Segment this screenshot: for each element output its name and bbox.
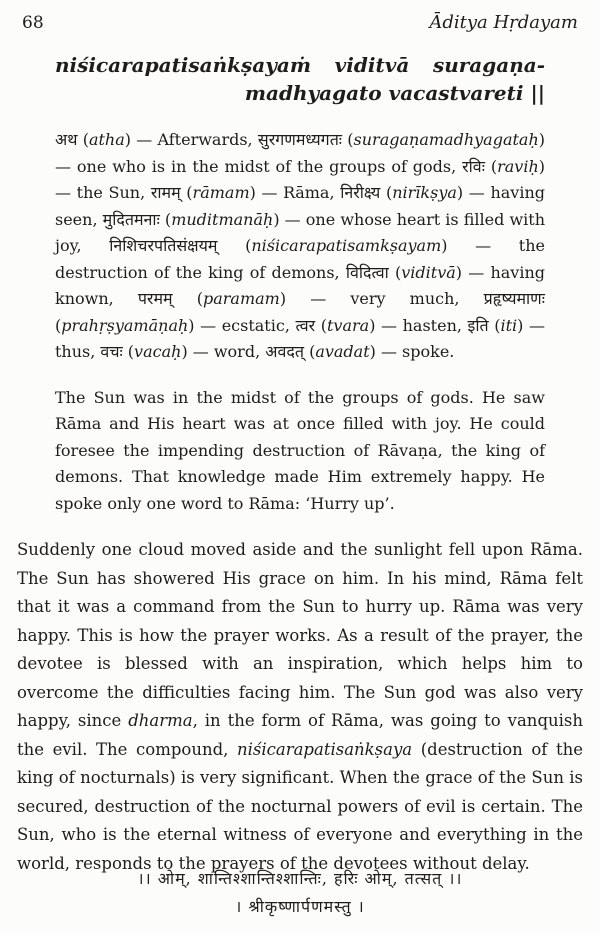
running-title: Āditya Hṛdayam bbox=[429, 12, 578, 33]
closing-mantra-line-1: ।। ओम्, शान्तिश्शान्तिश्शान्तिः, हरिः ओम्, तत्सत् ।। bbox=[137, 869, 463, 888]
verse-heading-line-1: niśicarapatisaṅkṣayaṁ viditvā suragaṇa- bbox=[55, 53, 545, 77]
verse-translation-paragraph: The Sun was in the midst of the groups of gods. He saw Rāma and His heart was at once filled with joy. He could foresee the impending destruction of Rāvaṇa, the king of demons. That knowledge made Him extremely happy. He spoke only one word to Rāma: ‘Hurry up’. bbox=[55, 387, 545, 513]
closing-mantra bbox=[0, 865, 600, 921]
verse-heading-line-2: madhyagato vacastvareti || bbox=[244, 81, 545, 105]
commentary-paragraph: Suddenly one cloud moved aside and the sunlight fell upon Rāma. The Sun has showered His grace on him. In his mind, Rāma felt that it was a command from the Sun to hurry up. Rāma was very happy. This is how the prayer works. As a result of the prayer, the devotee is blessed with an inspiration, which helps him to overcome the difficulties facing him. The Sun god was also very happy, since dharma, in the form of Rāma, was going to vanquish the evil. The compound, niśicarapatisaṅkṣaya (destruction of the king of nocturnals) is very significant. When the grace of the Sun is secured, destruction of the nocturnal powers of evil is certain. The Sun, who is the eternal witness of everyone and everything in the world, responds to the prayers of the devotees without delay. bbox=[17, 540, 583, 873]
page-number: 68 bbox=[22, 13, 44, 33]
word-by-word-meanings-paragraph: अथ (atha) — Afterwards, सुरगणमध्यगतः (suragaṇamadhyagataḥ) — one who is in the midst of the groups of gods, रविः (raviḥ) — the Sun, रामम् (rāmam) — Rāma, निरीक्ष्य (nirīkṣya) — having seen, मुदितमनाः (muditmanāḥ) — one whose heart is filled with joy, निशिचरपतिसंक्षयम् (niśicarapatisamkṣayam) — the destruction of the king of demons, विदित्वा (viditvā) — having known, परमम् (paramam) — very much, प्रहृष्यमाणः (prahṛṣyamāṇaḥ) — ecstatic, त्वर (tvara) — hasten, इति (iti) — thus, वचः (vacaḥ) — word, अवदत् (avadat) — spoke. bbox=[55, 130, 546, 361]
running-header bbox=[0, 0, 600, 33]
closing-mantra-line-2: । श्रीकृष्णार्पणमस्तु । bbox=[235, 897, 365, 916]
verse-heading bbox=[55, 51, 545, 107]
